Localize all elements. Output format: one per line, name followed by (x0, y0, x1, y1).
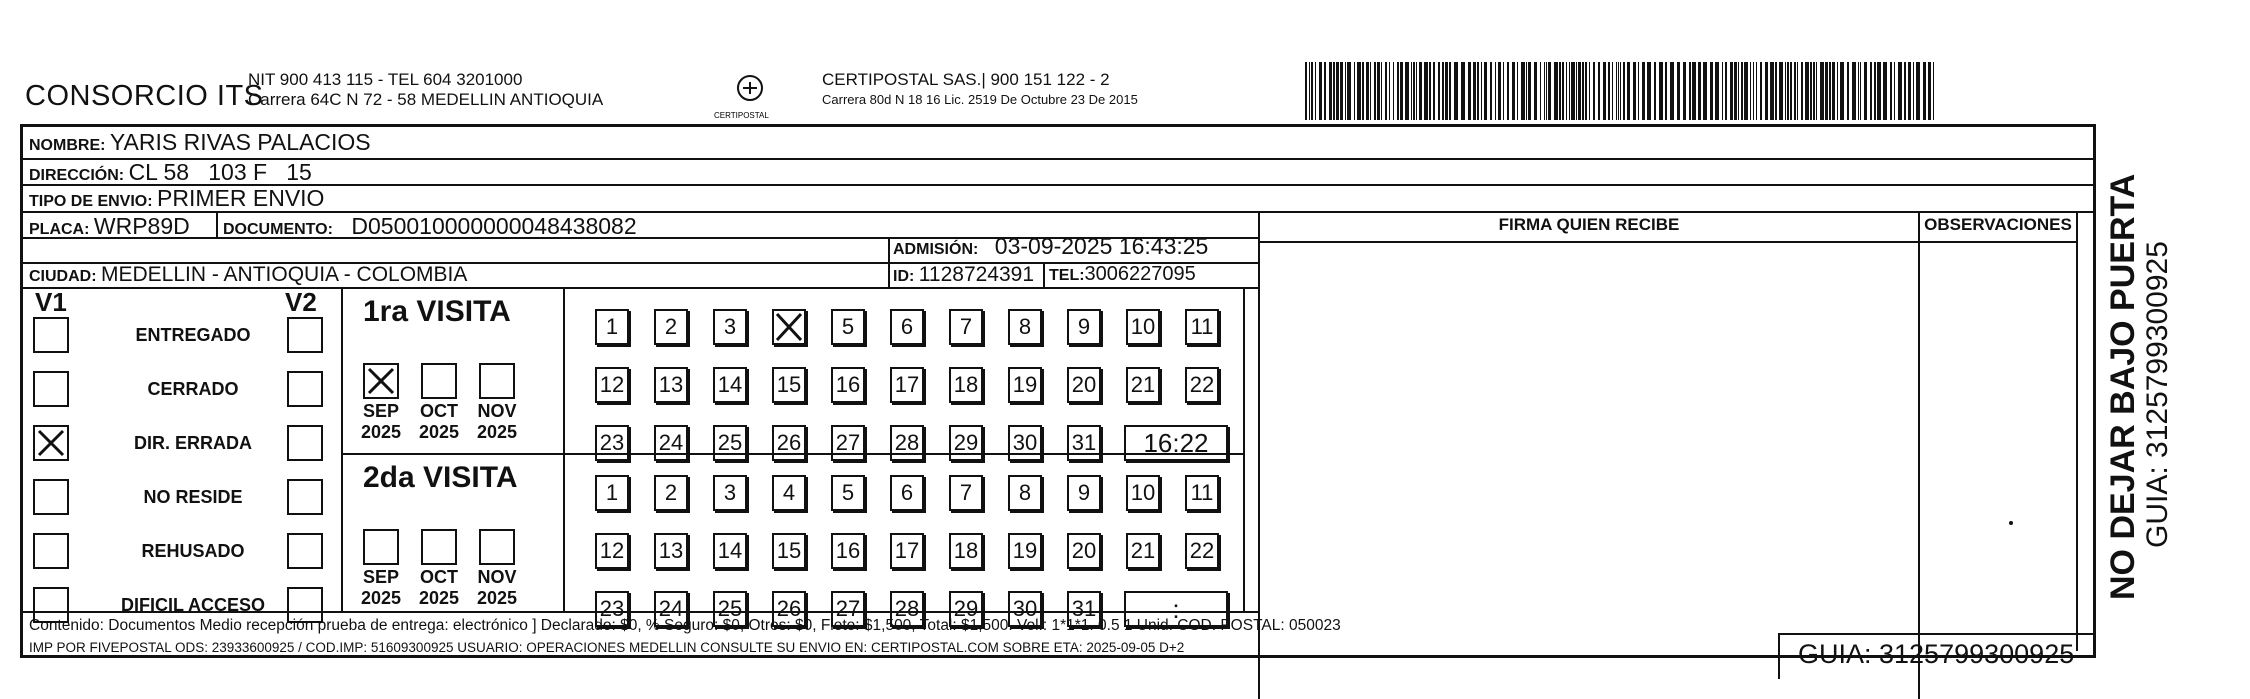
first-visit-day-box[interactable] (772, 309, 806, 345)
month-year: 2025 (360, 422, 402, 442)
tel-label: TEL: (1049, 267, 1085, 284)
second-visit-day-box[interactable]: 15 (772, 533, 806, 569)
first-visit-day-box[interactable]: 23 (595, 425, 629, 461)
first-visit-day-box[interactable]: 16 (831, 367, 865, 403)
direccion-label: DIRECCIÓN: (29, 167, 125, 184)
first-visit-day-box[interactable]: 6 (890, 309, 924, 345)
second-visit-day-box[interactable]: 30 (1008, 591, 1042, 627)
second-visit-day-box[interactable]: 3 (713, 475, 747, 511)
first-visit-day-box[interactable]: 31 (1067, 425, 1101, 461)
first-visit-day-box[interactable]: 26 (772, 425, 806, 461)
second-visit-day-box[interactable]: 7 (949, 475, 983, 511)
second-visit-day-box[interactable]: 18 (949, 533, 983, 569)
admision-field (893, 233, 1208, 261)
first-visit-month-nov-checkbox[interactable] (479, 363, 515, 399)
direccion-field (29, 159, 312, 186)
month-name: NOV (477, 567, 517, 587)
documento-label: DOCUMENTO: (223, 221, 333, 238)
company-name: CONSORCIO ITS (25, 80, 264, 112)
id-field (893, 263, 1034, 287)
second-visit-day-box[interactable]: 2 (654, 475, 688, 511)
ciudad-value: MEDELLIN - ANTIOQUIA - COLOMBIA (101, 263, 468, 286)
first-visit-day-box[interactable]: 20 (1067, 367, 1101, 403)
first-visit-month-label (411, 401, 467, 443)
first-visit-day-box[interactable]: 25 (713, 425, 747, 461)
status-label-cerrado: CERRADO (147, 379, 239, 399)
tipo-envio-value: PRIMER ENVIO (157, 185, 325, 211)
v2-checkbox-dir-errada[interactable] (287, 425, 323, 461)
first-visit-month-label (469, 401, 525, 443)
month-year: 2025 (418, 588, 460, 608)
company-info (248, 70, 603, 110)
side-guia: GUIA: 3125799300925 (2141, 241, 2174, 548)
second-visit-month-label (353, 567, 409, 609)
first-visit-day-box[interactable]: 10 (1126, 309, 1160, 345)
placa-value: WRP89D (93, 213, 190, 239)
first-visit-day-box[interactable]: 24 (654, 425, 688, 461)
month-name: OCT (420, 567, 458, 587)
v2-label: V2 (285, 287, 317, 317)
status-label-dificil-acceso: DIFICIL ACCESO (120, 595, 265, 615)
first-visit-day-box[interactable]: 18 (949, 367, 983, 403)
month-year: 2025 (476, 422, 518, 442)
v1-checkbox-no-reside[interactable] (33, 479, 69, 515)
no-dejar-warning: NO DEJAR BAJO PUERTA (2104, 173, 2142, 600)
observaciones-mark (2009, 521, 2013, 525)
v1-checkbox-rehusado[interactable] (33, 533, 69, 569)
footer-guia: GUIA: 3125799300925 (1798, 639, 2075, 669)
second-visit-month-label (411, 567, 467, 609)
first-visit-day-box[interactable]: 11 (1185, 309, 1219, 345)
second-visit-day-box[interactable]: 29 (949, 591, 983, 627)
status-label-dir-errada: DIR. ERRADA (133, 433, 252, 453)
first-visit-day-box[interactable]: 29 (949, 425, 983, 461)
delivery-form (20, 124, 2096, 669)
second-visit-day-box[interactable]: 27 (831, 591, 865, 627)
v2-checkbox-cerrado[interactable] (287, 371, 323, 407)
footer-print-line: IMP POR FIVEPOSTAL ODS: 23933600925 / COD.IMP: 51609300925 USUARIO: OPERACIONES MEDELLIN CONSULTE SU ENVIO EN: CERTIPOSTAL.COM SOBRE ETA: 2025-09-05 D+2 (29, 640, 1185, 655)
firma-header: FIRMA QUIEN RECIBE (1498, 215, 1680, 234)
second-visit-month-label (469, 567, 525, 609)
first-visit-day-box[interactable]: 8 (1008, 309, 1042, 345)
first-visit-day-box[interactable]: 7 (949, 309, 983, 345)
company-nit-line: NIT 900 413 115 - TEL 604 3201000 (248, 70, 523, 89)
second-visit-day-box[interactable]: 4 (772, 475, 806, 511)
first-visit-day-box[interactable]: 2 (654, 309, 688, 345)
second-visit-day-box[interactable]: 11 (1185, 475, 1219, 511)
first-visit-day-box[interactable]: 5 (831, 309, 865, 345)
documento-value: D050010000000048438082 (351, 213, 637, 239)
month-year: 2025 (418, 422, 460, 442)
second-visit-day-box[interactable]: 26 (772, 591, 806, 627)
barcode (1305, 62, 1940, 120)
second-visit-day-box[interactable]: 8 (1008, 475, 1042, 511)
carrier-nit-line: CERTIPOSTAL SAS.| 900 151 122 - 2 (822, 70, 1110, 89)
admision-value: 03-09-2025 16:43:25 (994, 233, 1209, 259)
first-visit-month-label (353, 401, 409, 443)
second-visit-month-nov-checkbox[interactable] (479, 529, 515, 565)
placa-field (29, 213, 190, 240)
v2-checkbox-rehusado[interactable] (287, 533, 323, 569)
documento-field (223, 213, 637, 240)
first-visit-day-box[interactable]: 22 (1185, 367, 1219, 403)
tel-value: 3006227095 (1084, 263, 1196, 285)
logo-text: CERTIPOSTAL (714, 111, 769, 120)
second-visit-day-box[interactable]: 14 (713, 533, 747, 569)
first-visit-day-box[interactable]: 28 (890, 425, 924, 461)
second-visit-day-box[interactable]: 16 (831, 533, 865, 569)
observaciones-header: OBSERVACIONES (1924, 215, 2072, 234)
month-name: OCT (420, 401, 458, 421)
second-visit-month-sep-checkbox[interactable] (363, 529, 399, 565)
month-name: NOV (477, 401, 517, 421)
month-year: 2025 (360, 588, 402, 608)
second-visit-day-box[interactable]: 6 (890, 475, 924, 511)
nombre-label: NOMBRE: (29, 137, 106, 154)
admision-label: ADMISIÓN: (893, 241, 979, 258)
month-year: 2025 (476, 588, 518, 608)
first-visit-day-box[interactable]: 12 (595, 367, 629, 403)
second-visit-day-box[interactable]: 19 (1008, 533, 1042, 569)
v1-checkbox-dir-errada[interactable] (33, 425, 69, 461)
second-visit-day-box[interactable]: 20 (1067, 533, 1101, 569)
first-visit-day-box[interactable]: 13 (654, 367, 688, 403)
carrier-info (822, 70, 1138, 110)
second-visit-day-box[interactable]: 1 (595, 475, 629, 511)
first-visit-day-box[interactable]: 9 (1067, 309, 1101, 345)
second-visit-day-box[interactable]: 22 (1185, 533, 1219, 569)
second-visit-title: 2da VISITA (363, 461, 518, 494)
direccion-value: CL 58 103 F 15 (128, 159, 312, 185)
v2-checkbox-entregado[interactable] (287, 317, 323, 353)
first-visit-time-box[interactable]: 16:22 (1124, 425, 1228, 461)
v2-checkbox-no-reside[interactable] (287, 479, 323, 515)
first-visit-day-box[interactable]: 27 (831, 425, 865, 461)
second-visit-day-box[interactable]: 12 (595, 533, 629, 569)
ciudad-field (29, 263, 467, 287)
second-visit-day-box[interactable]: 23 (595, 591, 629, 627)
second-visit-day-box[interactable]: 24 (654, 591, 688, 627)
v1-checkbox-cerrado[interactable] (33, 371, 69, 407)
status-label-entregado: ENTREGADO (135, 325, 251, 345)
month-name: SEP (362, 567, 400, 587)
nombre-value: YARIS RIVAS PALACIOS (109, 129, 371, 155)
tipo-envio-label: TIPO DE ENVIO: (29, 193, 153, 210)
first-visit-month-oct-checkbox[interactable] (421, 363, 457, 399)
tel-field (1049, 263, 1196, 286)
tipo-envio-field (29, 185, 324, 212)
second-visit-day-box[interactable]: 13 (654, 533, 688, 569)
first-visit-day-box[interactable]: 19 (1008, 367, 1042, 403)
first-visit-day-box[interactable]: 30 (1008, 425, 1042, 461)
side-text (2105, 174, 2175, 600)
ciudad-label: CIUDAD: (29, 268, 97, 285)
first-visit-day-box[interactable]: 17 (890, 367, 924, 403)
first-visit-day-box[interactable]: 14 (713, 367, 747, 403)
first-visit-day-box[interactable]: 3 (713, 309, 747, 345)
nombre-field (29, 129, 371, 156)
second-visit-day-box[interactable]: 28 (890, 591, 924, 627)
status-label-no-reside: NO RESIDE (143, 487, 243, 507)
id-value: 1128724391 (918, 263, 1035, 286)
v1-checkbox-entregado[interactable] (33, 317, 69, 353)
company-address-line: Carrera 64C N 72 - 58 MEDELLIN ANTIOQUIA (248, 90, 604, 109)
second-visit-day-box[interactable]: 25 (713, 591, 747, 627)
first-visit-day-box[interactable]: 15 (772, 367, 806, 403)
month-name: SEP (362, 401, 400, 421)
placa-label: PLACA: (29, 221, 90, 238)
second-visit-time-box[interactable]: : (1124, 591, 1228, 627)
second-visit-day-box[interactable]: 21 (1126, 533, 1160, 569)
second-visit-month-oct-checkbox[interactable] (421, 529, 457, 565)
second-visit-day-box[interactable]: 5 (831, 475, 865, 511)
id-label: ID: (893, 268, 915, 285)
second-visit-day-box[interactable]: 31 (1067, 591, 1101, 627)
second-visit-day-box[interactable]: 17 (890, 533, 924, 569)
carrier-address-line: Carrera 80d N 18 16 Lic. 2519 De Octubre 23 De 2015 (822, 92, 1138, 107)
v1-label: V1 (35, 287, 67, 317)
status-label-rehusado: REHUSADO (141, 541, 245, 561)
first-visit-month-sep-checkbox[interactable] (363, 363, 399, 399)
first-visit-title: 1ra VISITA (363, 295, 511, 328)
footer-content-line: Contenido: Documentos Medio recepción prueba de entrega: electrónico ] Declarado: $0, % Seguro: $0, Otros: $0, Flete: $1,500, Total: $1,500. Vol.: 1*1*1. 0.5 1 Unid. COD. POSTAL: 050023 (29, 617, 1341, 634)
first-visit-day-box[interactable]: 1 (595, 309, 629, 345)
second-visit-day-box[interactable]: 10 (1126, 475, 1160, 511)
first-visit-day-box[interactable]: 21 (1126, 367, 1160, 403)
second-visit-day-box[interactable]: 9 (1067, 475, 1101, 511)
carrier-logo (712, 70, 787, 126)
